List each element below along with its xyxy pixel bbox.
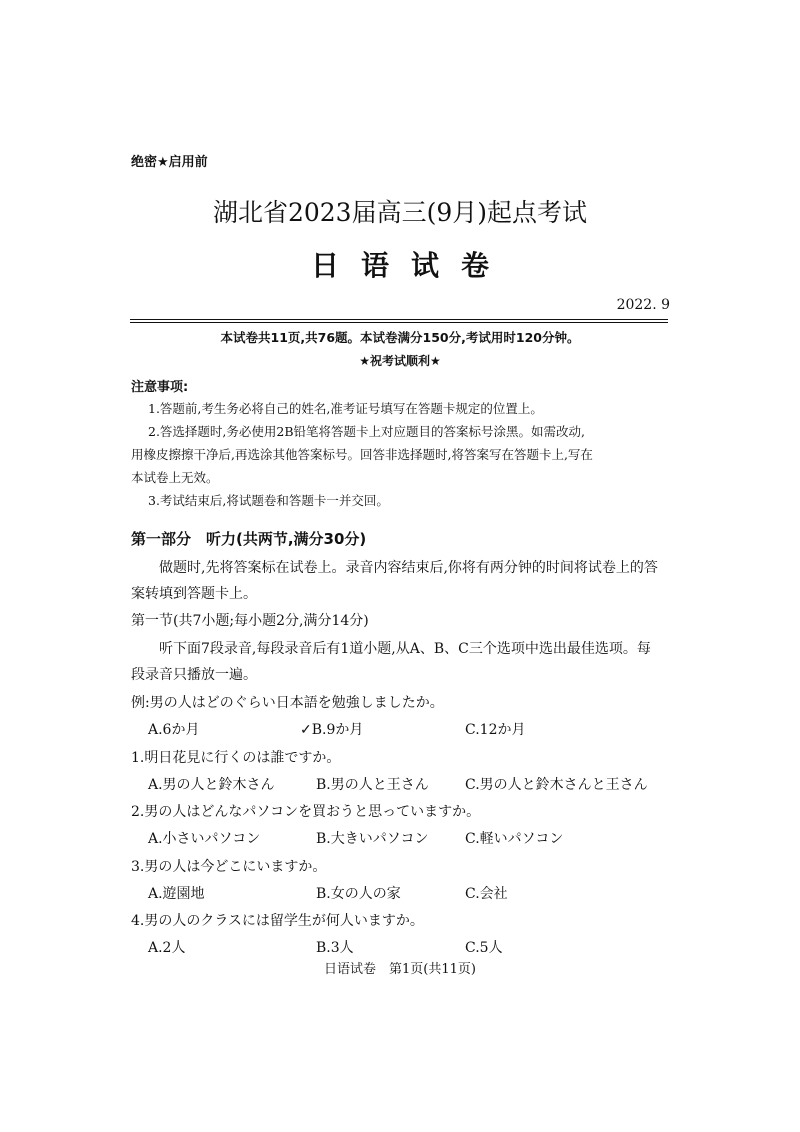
question-1-stem: 1.明日花見に行くのは誰ですか。	[131, 750, 341, 766]
notes-heading: 注意事项:	[131, 380, 189, 395]
option-b: ✓B.9か月	[300, 722, 364, 738]
option-c: C.軽いパソコン	[465, 831, 564, 847]
subject-title: 日语试卷	[310, 249, 511, 282]
option-b: B.3人	[316, 940, 354, 956]
note-line: 1.答题前,考生务必将自己的姓名,准考证号填写在答题卡规定的位置上。	[148, 401, 543, 416]
note-line: 本试卷上无效。	[131, 470, 219, 485]
option-b: B.男の人と王さん	[316, 777, 429, 793]
header-rule-bottom	[130, 322, 668, 323]
good-luck-line: ★祝考试顺利★	[359, 354, 441, 368]
instruction-line: 做题时,先将答案标在试卷上。录音内容结束后,你将有两分钟的时间将试卷上的答	[159, 560, 658, 576]
option-c: C.12か月	[465, 722, 526, 738]
question-2-stem: 2.男の人はどんなパソコンを買おうと思っていますか。	[131, 804, 481, 820]
exam-date: 2022. 9	[616, 297, 670, 313]
section-heading: 第一节(共7小题;每小题2分,满分14分)	[131, 613, 369, 629]
option-c: C.会社	[465, 886, 508, 902]
option-a: A.6か月	[148, 722, 200, 738]
option-c: C.5人	[465, 940, 503, 956]
option-c: C.男の人と鈴木さんと王さん	[465, 777, 648, 793]
example-question-stem: 例:男の人はどのぐらい日本語を勉強しましたか。	[131, 695, 444, 711]
option-a: A.遊園地	[148, 886, 205, 902]
option-a: A.小さいパソコン	[148, 831, 261, 847]
header-rule-top	[130, 319, 668, 320]
section-instruction-line: 段录音只播放一遍。	[131, 667, 257, 683]
note-line: 2.答选择题时,务必使用2B铅笔将答题卡上对应题目的答案标号涂黑。如需改动,	[148, 424, 586, 439]
question-3-stem: 3.男の人は今どこにいますか。	[131, 859, 327, 875]
part-one-heading: 第一部分 听力(共两节,满分30分)	[131, 530, 367, 548]
note-line: 3.考试结束后,将试题卷和答题卡一并交回。	[148, 493, 389, 508]
option-a: A.男の人と鈴木さん	[148, 777, 275, 793]
exam-summary: 本试卷共11页,共76题。本试卷满分150分,考试用时120分钟。	[220, 330, 580, 345]
instruction-line: 案转填到答题卡上。	[131, 586, 257, 602]
confidential-label: 绝密★启用前	[131, 155, 208, 170]
question-4-stem: 4.男の人のクラスには留学生が何人いますか。	[131, 913, 424, 929]
option-b: B.女の人の家	[316, 886, 401, 902]
option-b: B.大きいパソコン	[316, 831, 429, 847]
option-a: A.2人	[148, 940, 186, 956]
page-footer: 日语试卷 第1页(共11页)	[324, 962, 476, 977]
note-line: 用橡皮擦擦干净后,再选涂其他答案标号。回答非选择题时,将答案写在答题卡上,写在	[131, 447, 593, 462]
section-instruction-line: 听下面7段录音,每段录音后有1道小题,从A、B、C三个选项中选出最佳选项。每	[159, 641, 651, 657]
exam-title: 湖北省2023届高三(9月)起点考试	[212, 198, 588, 227]
